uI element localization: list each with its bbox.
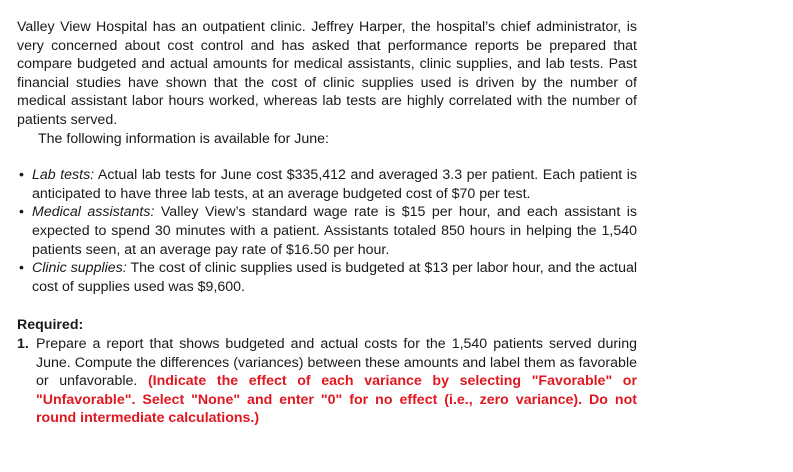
requirement-instruction: (Indicate the effect of each variance by selecting "Favorable" or "Unfavorable". Select "None" and enter "0" for no effect (i.e., zero variance). Do not round intermediate calculations.): [36, 373, 637, 427]
bullet-term: Medical assistants:: [32, 204, 155, 221]
bullet-lab-tests: [17, 166, 637, 203]
bullet-text: The cost of clinic supplies used is budgeted at $13 per labor hour, and the actual cost of supplies used was $9,600.: [32, 260, 638, 295]
bullet-term: Clinic supplies:: [32, 260, 127, 277]
requirement-number: 1.: [17, 335, 29, 352]
required-heading: Required:: [17, 317, 84, 334]
bullet-term: Lab tests:: [32, 167, 95, 184]
info-lead-text: The following information is available for June:: [38, 130, 329, 147]
intro-paragraph: Valley View Hospital has an outpatient clinic. Jeffrey Harper, the hospital’s chief administrator, is very concerned about cost control and has asked that performance reports be prepared that compare budgeted and actual amounts for medical assistants, clinic supplies, and lab tests. Past financial studies have shown that the cost of clinic supplies used is driven by the number of medical assistant labor hours worked, whereas lab tests are highly correlated with the number of patients served.: [17, 19, 637, 128]
bullet-medical-assistants: [17, 203, 637, 259]
bullet-dot-icon: •: [19, 204, 24, 221]
bullet-clinic-supplies: [17, 259, 637, 296]
bullet-dot-icon: •: [19, 260, 24, 277]
requirement-text: Prepare a report that shows budgeted and actual costs for the 1,540 patients served during June. Compute the differences (variances) between these amounts and label them as favorable or unfavorable.: [36, 335, 637, 390]
bullet-dot-icon: •: [19, 167, 24, 184]
problem-document: [17, 18, 637, 428]
bullet-text: Actual lab tests for June cost $335,412 and averaged 3.3 per patient. Each patient is anticipated to have three lab tests, at an average budgeted cost of $70 per test.: [32, 167, 637, 202]
info-bullet-list: [17, 166, 637, 296]
requirement-item: [17, 335, 637, 428]
bullet-text: Valley View’s standard wage rate is $15 per hour, and each assistant is expected to spend 30 minutes with a patient. Assistants totaled 850 hours in helping the 1,540 patients seen, at an average pay rate of $16.50 per hour.: [32, 204, 637, 258]
